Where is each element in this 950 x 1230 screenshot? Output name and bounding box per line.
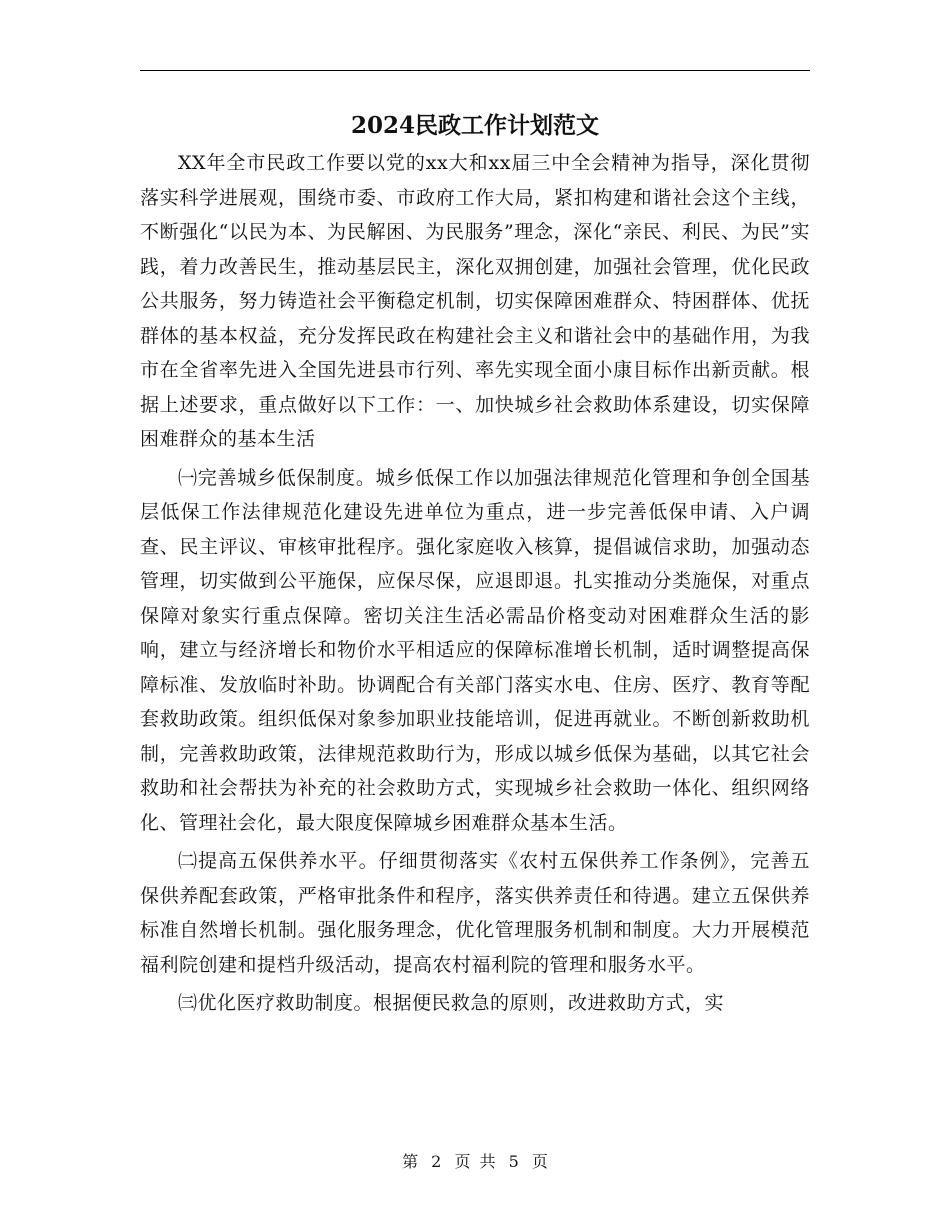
paragraph-urban-rural-subsistence: ㈠完善城乡低保制度。城乡低保工作以加强法律规范化管理和争创全国基层低保工作法律规范化建设先进单位为重点，进一步完善低保申请、入户调查、民主评议、审核审批程序。强化家庭收入核算，提倡诚信求助，加强动态管理，切实做到公平施保，应保尽保，应退即退。扎实推动分类施保，对重点保障对象实行重点保障。密切关注生活必需品价格变动对困难群众生活的影响，建立与经济增长和物价水平相适应的保障标准增长机制，适时调整提高保障标准、发放临时补助。协调配合有关部门落实水电、住房、医疗、教育等配套救助政策。组织低保对象参加职业技能培训，促进再就业。不断创新救助机制，完善救助政策，法律规范救助行为，形成以城乡低保为基础，以其它社会救助和社会帮扶为补充的社会救助方式，实现城乡社会救助一体化、组织网络化、管理社会化，最大限度保障城乡困难群众基本生活。 (140, 466, 810, 834)
paragraph-five-guarantees: ㈡提高五保供养水平。仔细贯彻落实《农村五保供养工作条例》，完善五保供养配套政策，严格审批条件和程序，落实供养责任和待遇。建立五保供养标准自然增长机制。强化服务理念，优化管理服务机制和制度。大力开展模范福利院创建和提档升级活动，提高农村福利院的管理和服务水平。 (140, 850, 810, 976)
footer-total-pages: 5 (508, 1152, 519, 1171)
page-footer (0, 1150, 950, 1174)
document-title: 2024民政工作计划范文 (350, 112, 599, 139)
footer-current-page: 2 (431, 1152, 442, 1171)
footer-prefix: 第 (402, 1152, 419, 1171)
footer-mid: 页 共 (454, 1152, 496, 1171)
footer-suffix: 页 (531, 1152, 548, 1171)
paragraph-medical-assistance: ㈢优化医疗救助制度。根据便民救急的原则，改进救助方式，实 (178, 992, 725, 1014)
paragraph-intro: XX年全市民政工作要以党的xx大和xx届三中全会精神为指导，深化贯彻落实科学进展观，围绕市委、市政府工作大局，紧扣构建和谐社会这个主线，不断强化“以民为本、为民解困、为民服务”理念，深化“亲民、利民、为民”实践，着力改善民生，推动基层民主，深化双拥创建，加强社会管理，优化民政公共服务，努力铸造社会平衡稳定机制，切实保障困难群众、特困群体、优抚群体的基本权益，充分发挥民政在构建社会主义和谐社会中的基础作用，为我市在全省率先进入全国先进县市行列、率先实现全面小康目标作出新贡献。根据上述要求，重点做好以下工作：一、加快城乡社会救助体系建设，切实保障困难群众的基本生活 (140, 152, 810, 450)
document-body (140, 146, 810, 1025)
header-rule (140, 70, 810, 71)
